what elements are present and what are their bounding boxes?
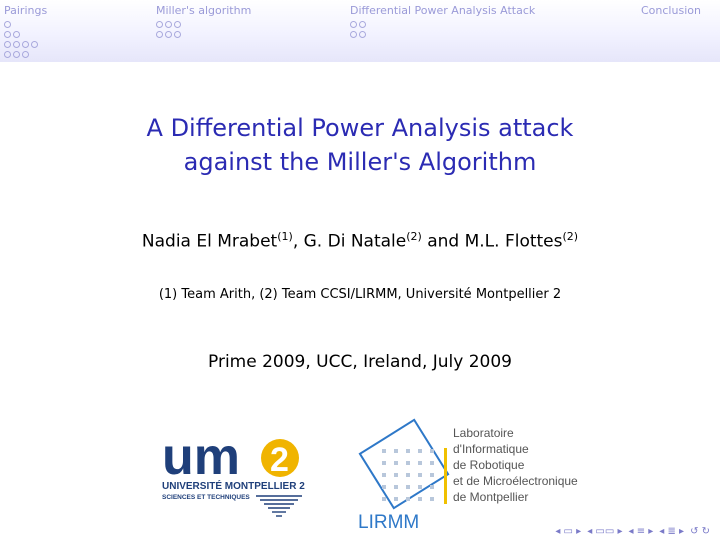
slide-dot[interactable] xyxy=(174,31,181,38)
nav-section-label[interactable]: Conclusion xyxy=(641,4,701,17)
slide-dot[interactable] xyxy=(359,31,366,38)
slide-dot[interactable] xyxy=(156,31,163,38)
slide-dot[interactable] xyxy=(22,41,29,48)
slide-dot[interactable] xyxy=(4,41,11,48)
lirmm-dot-grid xyxy=(382,449,434,501)
slide-dot[interactable] xyxy=(31,41,38,48)
author-3: and M.L. Flottes xyxy=(421,231,563,252)
slide-dot[interactable] xyxy=(350,21,357,28)
lirmm-line: de Montpellier xyxy=(453,490,529,504)
author-1-affil: (1) xyxy=(277,230,293,243)
nav-section-label[interactable]: Miller's algorithm xyxy=(156,4,252,17)
subsection-dots xyxy=(156,19,251,39)
slide-dot[interactable] xyxy=(4,31,11,38)
slide-title-line-1: A Differential Power Analysis attack xyxy=(146,114,574,142)
nav-first-icon[interactable]: ◂ ▭ ▸ xyxy=(555,526,582,537)
section-navigation-bar xyxy=(0,0,720,62)
slide-dot[interactable] xyxy=(13,41,20,48)
slide-dot[interactable] xyxy=(13,51,20,58)
conference-info: Prime 2009, UCC, Ireland, July 2009 xyxy=(208,352,512,372)
nav-section-millers-algorithm[interactable] xyxy=(156,4,251,39)
um2-logo-diamond-pattern xyxy=(256,496,302,516)
author-2: , G. Di Natale xyxy=(292,231,407,252)
um2-logo-text: um xyxy=(162,430,240,486)
um2-logo-subtitle: SCIENCES ET TECHNIQUES xyxy=(162,494,250,501)
slide-dot[interactable] xyxy=(359,21,366,28)
authors-line xyxy=(0,230,720,252)
affiliations: (1) Team Arith, (2) Team CCSI/LIRMM, Université Montpellier 2 xyxy=(158,287,562,302)
um2-logo-name: UNIVERSITÉ MONTPELLIER 2 xyxy=(162,481,305,492)
subsection-dots xyxy=(4,19,47,59)
lirmm-logo xyxy=(356,410,606,534)
nav-section-pairings[interactable] xyxy=(4,4,47,59)
author-1: Nadia El Mrabet xyxy=(141,231,278,252)
nav-subsection-icon[interactable]: ◂ ≣ ▸ xyxy=(659,526,685,537)
slide-dot[interactable] xyxy=(4,21,11,28)
lirmm-line: d'Informatique xyxy=(453,442,529,456)
slide-dot[interactable] xyxy=(165,31,172,38)
beamer-navigation-symbols xyxy=(555,526,710,537)
nav-section-label[interactable]: Pairings xyxy=(4,4,48,17)
um2-logo-graphic xyxy=(160,430,310,522)
slide-dot[interactable] xyxy=(350,31,357,38)
nav-section-conclusion[interactable] xyxy=(641,4,701,17)
um2-logo-digit: 2 xyxy=(270,441,289,479)
author-3-affil: (2) xyxy=(562,230,579,243)
lirmm-rotated-square xyxy=(360,420,448,508)
slide-dot[interactable] xyxy=(165,21,172,28)
subsection-dots xyxy=(350,19,535,39)
author-2-affil: (2) xyxy=(406,230,422,243)
nav-section-icon[interactable]: ◂ ≡ ▸ xyxy=(628,526,654,537)
nav-search-icon[interactable]: ↺ ↻ xyxy=(690,526,710,537)
slide-title-line-2: against the Miller's Algorithm xyxy=(183,148,537,176)
lirmm-logo-graphic xyxy=(356,410,606,534)
slide-dot[interactable] xyxy=(156,21,163,28)
slide-dot[interactable] xyxy=(174,21,181,28)
lirmm-line: de Robotique xyxy=(453,458,525,472)
lirmm-line: Laboratoire xyxy=(453,426,514,440)
lirmm-yellow-bar xyxy=(444,448,447,504)
um2-logo xyxy=(160,430,310,522)
slide-dot[interactable] xyxy=(4,51,11,58)
slide-dot[interactable] xyxy=(22,51,29,58)
lirmm-name-lines xyxy=(453,426,578,504)
lirmm-acronym: LIRMM xyxy=(358,512,420,533)
nav-section-dpa-attack[interactable] xyxy=(350,4,535,39)
slide-dot[interactable] xyxy=(13,31,20,38)
lirmm-line: et de Microélectronique xyxy=(453,474,578,488)
nav-frame-icon[interactable]: ◂ ▭▭ ▸ xyxy=(587,526,623,537)
nav-section-label[interactable]: Differential Power Analysis Attack xyxy=(350,4,536,17)
